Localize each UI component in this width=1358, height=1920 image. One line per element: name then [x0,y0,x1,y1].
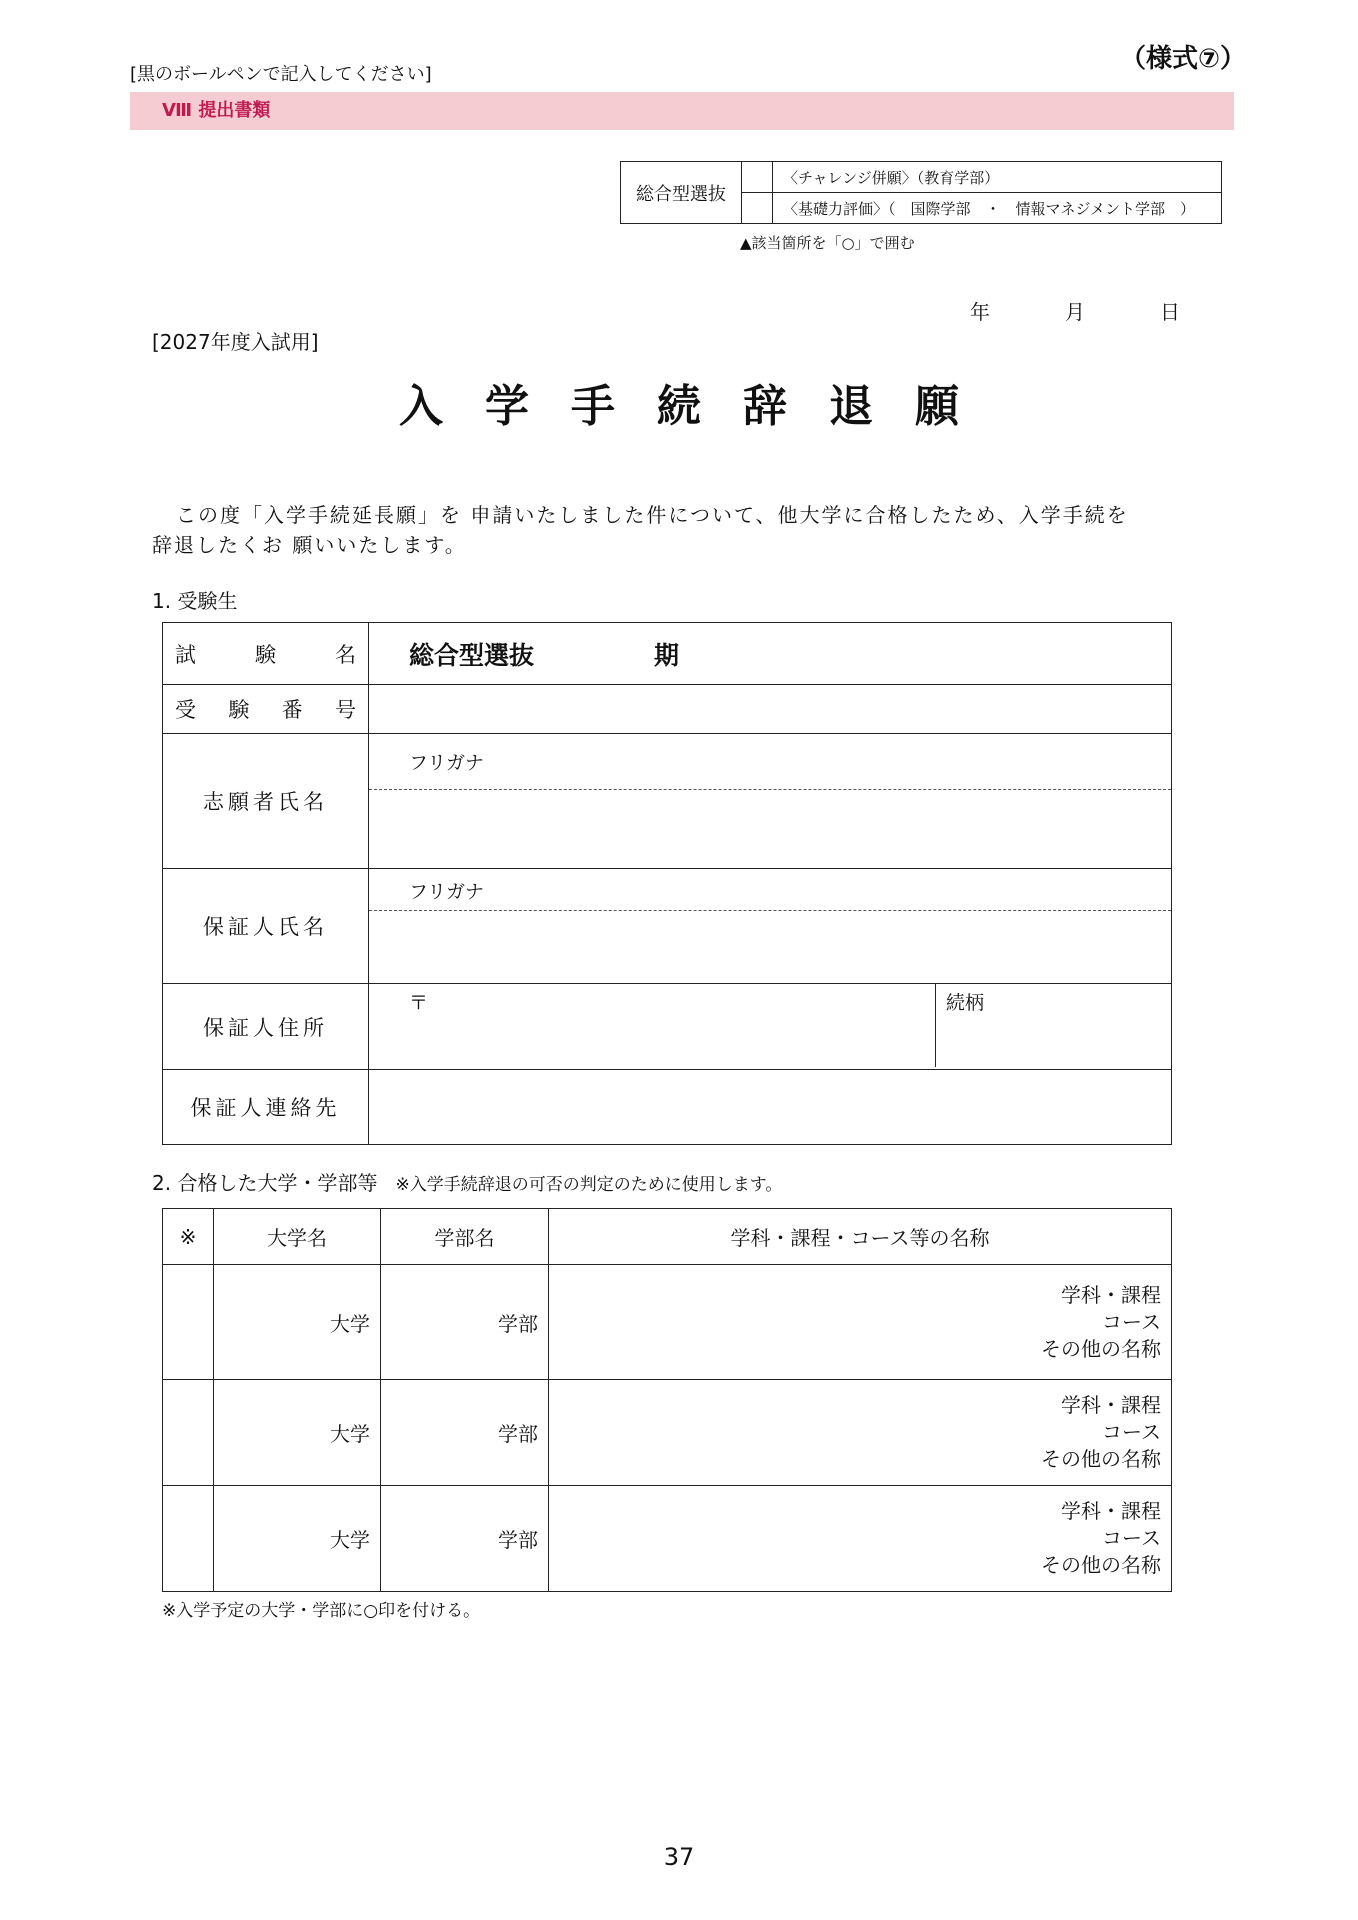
dept-line: 学科・課程 [1061,1282,1161,1307]
faculty-field[interactable]: 学部 [381,1486,549,1592]
guarantor-name-field[interactable] [369,869,1172,984]
dept-line: コース [1102,1526,1161,1550]
date-day: 日 [1160,300,1180,324]
applicant-name-label: 志願者氏名 [163,734,369,869]
selection-label: 総合型選抜 [621,162,742,224]
foot-note: ※入学予定の大学・学部に○印を付ける。 [162,1601,481,1621]
guarantor-address-field[interactable]: 〒 [369,984,936,1067]
faculty-field[interactable]: 学部 [381,1380,549,1486]
department-field[interactable] [549,1380,1172,1486]
guarantor-furigana: フリガナ [369,869,1171,911]
date-field[interactable] [970,296,1180,325]
guarantor-address-label: 保証人住所 [163,984,369,1070]
pen-instruction: [黒のボールペンで記入してください] [130,64,432,85]
year-label: [2027年度入試用] [152,330,319,354]
selection-note: ▲該当箇所を「○」で囲む [740,234,915,252]
section2-note: ※入学手続辞退の可否の判定のために使用します。 [395,1175,783,1195]
exam-label-char: 試 [175,642,196,667]
exam-name-field[interactable] [369,623,1172,685]
body-text [152,500,1202,560]
header-faculty: 学部名 [381,1209,549,1265]
dept-line: コース [1102,1309,1161,1334]
guarantor-contact-label: 保証人連絡先 [163,1070,369,1145]
dept-line: その他の名称 [1041,1553,1161,1577]
table-row [163,1486,1172,1592]
form-number: （様式⑦） [1120,44,1247,74]
dept-line: その他の名称 [1041,1336,1161,1361]
header-university: 大学名 [214,1209,381,1265]
exam-number-field[interactable] [369,685,1172,734]
table-row [163,1380,1172,1486]
applicant-table [162,622,1172,1145]
exam-number-label [163,685,369,734]
guarantor-contact-field[interactable] [369,1070,1172,1145]
department-field[interactable] [549,1486,1172,1592]
department-field[interactable] [549,1265,1172,1380]
mark-cell[interactable] [163,1380,214,1486]
exam-label-char: 名 [335,642,356,667]
body-line-1: この度「入学手続延長願」を 申請いたしました件について、他大学に合格したため、入学手続を [176,503,1129,527]
date-year: 年 [970,300,990,324]
university-field[interactable]: 大学 [214,1380,381,1486]
mark-cell[interactable] [163,1265,214,1380]
exam-period: 期 [654,640,680,670]
date-month: 月 [1065,300,1085,324]
selection-circle-cell-2[interactable] [742,193,773,224]
number-label-char: 号 [334,698,356,722]
guarantor-address-cell [369,984,1172,1070]
exam-name-label [163,623,369,685]
section2-heading [152,1167,782,1196]
section2-title: 2. 合格した大学・学部等 [152,1171,378,1195]
section1-heading: 1. 受験生 [152,589,238,613]
dept-line: コース [1102,1420,1161,1444]
number-label-char: 受 [175,698,196,722]
selection-box [620,161,1222,224]
applicant-name-field[interactable] [369,734,1172,869]
faculty-field[interactable]: 学部 [381,1265,549,1380]
selection-circle-cell-1[interactable] [742,162,773,193]
header-department: 学科・課程・コース等の名称 [549,1209,1172,1265]
number-label-char: 番 [281,698,303,722]
exam-name-value: 総合型選抜 [409,640,535,670]
mark-cell[interactable] [163,1486,214,1592]
body-line-2: 辞退したくお 願いいたします。 [152,533,467,557]
guarantor-name-label: 保証人氏名 [163,869,369,984]
header-mark: ※ [163,1209,214,1265]
section-band: Ⅷ 提出書類 [130,92,1234,130]
number-label-char: 験 [228,698,250,722]
dept-line: 学科・課程 [1061,1393,1161,1417]
dept-line: その他の名称 [1041,1447,1161,1471]
page-title: 入学手続辞退願 [399,381,1001,432]
selection-option-basic[interactable]: 〈基礎力評価〉（ 国際学部 ・ 情報マネジメント学部 ） [773,193,1222,224]
university-table [162,1208,1172,1592]
selection-option-challenge[interactable]: 〈チャレンジ併願〉（教育学部） [773,162,1222,193]
applicant-furigana: フリガナ [369,734,1171,790]
table-row [163,1265,1172,1380]
university-field[interactable]: 大学 [214,1486,381,1592]
dept-line: 学科・課程 [1061,1499,1161,1523]
exam-label-char: 験 [255,642,276,667]
university-field[interactable]: 大学 [214,1265,381,1380]
relation-field[interactable]: 続柄 [946,992,985,1014]
page-number: 37 [663,1843,695,1871]
